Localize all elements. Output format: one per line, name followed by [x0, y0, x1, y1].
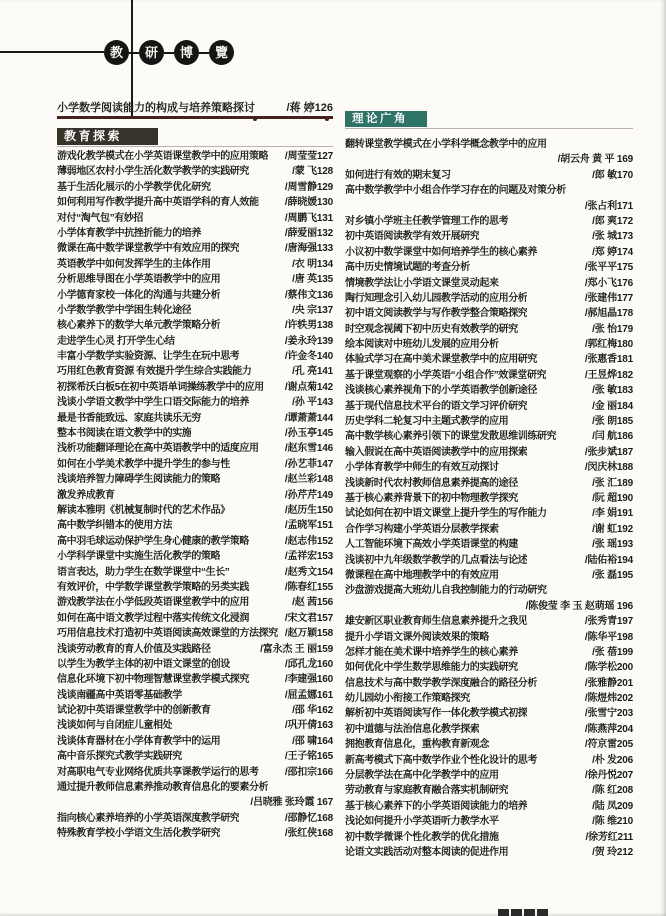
article-author-page: /张雅静201: [584, 677, 633, 689]
toc-entry: [345, 737, 633, 752]
section-header-education-exploration: 教育探索: [57, 128, 158, 145]
article-author-page: /张 汇189: [592, 477, 633, 489]
article-author-page: /屈孟娜161: [284, 689, 333, 701]
article-title: 语言表达，助力学生在数学课堂中“生长”: [57, 566, 230, 578]
article-author-page: /陈华平198: [584, 631, 633, 643]
article-author-page: /赵志伟152: [284, 535, 333, 547]
toc-entry: [57, 195, 333, 210]
article-title: 小学体育教学中抗挫折能力的培养: [57, 227, 201, 239]
article-author-page: /闫 航186: [592, 431, 633, 443]
article-author-page: /胡云舟 黄 平 169: [557, 154, 633, 166]
toc-entry: [57, 395, 333, 410]
stamp-connector: [164, 52, 174, 54]
article-author-page: /陈春红155: [284, 581, 333, 593]
article-title: 小学德育家校一体化的沟通与共建分析: [57, 289, 221, 301]
article-title: 如何在高中语文教学过程中落实传统文化浸润: [57, 612, 249, 624]
toc-entry: [345, 537, 633, 552]
article-title: 浅谈劳动教育的育人价值及实践路径: [57, 643, 211, 655]
article-title: 时空观念视阈下初中历史有效教学的研究: [345, 323, 518, 335]
toc-entry: [57, 703, 333, 718]
article-author-page: /郑小飞176: [584, 277, 633, 289]
toc-entry: [57, 180, 333, 195]
toc-entry: [57, 780, 333, 795]
section-rule: [345, 128, 633, 129]
article-author-page: /孔 亮141: [292, 366, 333, 378]
article-title: 最是书香能致远、家庭共读乐无穷: [57, 412, 201, 424]
article-author-page: /周鹏飞131: [284, 212, 333, 224]
article-title: 如何优化中学生数学思维能力的实践研究: [345, 662, 518, 674]
article-title: 游戏教学法在小学低段英语课堂教学中的应用: [57, 597, 249, 609]
article-title: 巧用信息技术打造初中英语阅读高效课堂的方法探究: [57, 628, 278, 640]
toc-entry: [345, 322, 633, 337]
article-author-page: /周雪静129: [284, 181, 333, 193]
stamp-character-circle: 覽: [209, 40, 234, 65]
toc-entry: [57, 334, 333, 349]
article-title: 人工智能环境下高效小学英语课堂的构建: [345, 539, 518, 551]
toc-entry: [345, 491, 633, 506]
stamp-character-circle: 研: [139, 40, 164, 65]
article-author-page: /张 蓓199: [592, 646, 633, 658]
article-author-page: /郝旭晶178: [584, 308, 633, 320]
article-title: 通过提升教师信息素养推动教育信息化的要素分析: [57, 782, 269, 794]
article-author-page: /张 城173: [592, 231, 633, 243]
article-title: 翻转课堂教学模式在小学科学概念教学中的应用: [345, 139, 547, 150]
article-author-page: /陆 凤209: [592, 800, 633, 812]
article-author-page: /徐丹悦207: [584, 770, 633, 782]
toc-entry: [345, 476, 633, 491]
article-title: 浅谈小学语文教学中学生口语交际能力的培养: [57, 397, 249, 409]
article-author-page: /央 宗137: [292, 304, 333, 316]
article-title: 小学数学教学中学困生转化途径: [57, 304, 192, 316]
article-author-page: /邵 华162: [292, 705, 333, 717]
article-author-page: /张 朗185: [592, 416, 633, 428]
toc-entry: [345, 799, 633, 814]
article-author-page: /陈 红208: [592, 785, 633, 797]
article-author-page: /王子铭165: [284, 751, 333, 763]
article-title: 拥抱教育信息化，重构教育新观念: [345, 739, 489, 751]
article-author-page: /许轶男138: [284, 320, 333, 332]
article-author-page: /张步斌187: [584, 446, 633, 458]
toc-entry: [345, 568, 633, 583]
toc-entry: [57, 549, 333, 564]
article-title: 合作学习构建小学英语分层教学探索: [345, 523, 499, 535]
article-author-page: /张 瑶193: [592, 539, 633, 551]
article-title: 如何进行有效的期末复习: [345, 169, 451, 181]
toc-entry: [57, 565, 333, 580]
toc-entry: [57, 441, 333, 456]
toc-entry: [345, 352, 633, 367]
toc-entry: [57, 380, 333, 395]
article-author-page: /闵庆林188: [584, 462, 633, 474]
toc-entry: [57, 657, 333, 672]
underline-dot: [253, 117, 257, 121]
article-author-page: /衣 明134: [292, 258, 333, 270]
toc-entry: [345, 768, 633, 783]
article-author-page: /张红侠168: [284, 828, 333, 840]
article-title: 基于生活化展示的小学教学优化研究: [57, 181, 211, 193]
toc-entry: [345, 506, 633, 521]
article-author-page: /邵静忆168: [284, 812, 333, 824]
toc-entry: [345, 276, 633, 291]
article-title: 浅析功能翻译理论在高中英语教学中的适度应用: [57, 443, 259, 455]
article-title: 试论初中英语课堂教学中的创新教育: [57, 705, 211, 717]
toc-entry: [345, 706, 633, 721]
article-title: 对付“淘气包”有妙招: [57, 212, 143, 224]
article-author-page: /唐海强133: [284, 243, 333, 255]
toc-entry: [345, 599, 633, 614]
toc-entry: [345, 429, 633, 444]
article-title: 初探希沃白板5在初中英语单词操练教学中的应用: [57, 381, 264, 393]
article-title: 情境教学法让小学语文课堂灵动起来: [345, 277, 499, 289]
toc-entry: [345, 845, 633, 860]
article-title: 怎样才能在美术课中培养学生的核心素养: [345, 646, 518, 658]
article-title: 初中道德与法治信息化教学探索: [345, 723, 480, 735]
article-author-page: /郭红梅180: [584, 339, 633, 351]
lead-article-row: [57, 99, 333, 115]
toc-entry: [345, 414, 633, 429]
toc-entry: [57, 734, 333, 749]
stamp-horizontal-rule: [0, 51, 104, 53]
article-author-page: /张秀青197: [584, 616, 633, 628]
article-title: 如何在小学美术教学中提升学生的参与性: [57, 458, 230, 470]
article-author-page: /张惠香181: [584, 354, 633, 366]
article-title: 浅谈如何与自闭症儿童相处: [57, 720, 173, 732]
article-title: 历史学科二轮复习中主题式教学的应用: [345, 416, 509, 428]
toc-entry: [57, 580, 333, 595]
toc-entry: [57, 257, 333, 272]
toc-entry: [345, 445, 633, 460]
article-author-page: /郎 敏170: [592, 169, 633, 181]
toc-entry: [57, 826, 333, 841]
article-author-page: /张平平175: [584, 262, 633, 274]
article-author-page: /郎 爽172: [592, 215, 633, 227]
toc-entry: [345, 199, 633, 214]
toc-entry: [345, 214, 633, 229]
article-title: 指向核心素养培养的小学英语深度教学研究: [57, 812, 240, 824]
article-author-page: /唐 英135: [292, 274, 333, 286]
article-title: 幼儿园幼小衔接工作策略探究: [345, 693, 470, 705]
article-title: 浅谈体育器材在小学体育教学中的运用: [57, 735, 221, 747]
article-title: 小学科学课堂中实施生活化教学的策略: [57, 551, 221, 563]
article-title: 基于核心素养下的小学英语阅读能力的培养: [345, 800, 528, 812]
lead-article-title: 小学数学阅读能力的构成与培养策略探讨: [57, 102, 255, 114]
toc-entry: [345, 168, 633, 183]
toc-entry: [345, 660, 633, 675]
underline-dot: [325, 117, 329, 121]
article-author-page: /蔡伟文136: [284, 289, 333, 301]
article-title: 新高考模式下高中数学作业个性化设计的思考: [345, 754, 537, 766]
stamp-character-circle: 教: [104, 40, 129, 65]
stamp-connector: [199, 52, 209, 54]
article-author-page: /蒙 飞128: [292, 166, 333, 178]
cutoff-print-fragment: [498, 909, 550, 916]
toc-entry: [57, 595, 333, 610]
article-title: 信息化环境下初中物理智慧课堂教学模式探究: [57, 674, 249, 686]
article-author-page: /陈燕萍204: [584, 723, 633, 735]
article-title: 小议初中数学课堂中如何培养学生的核心素养: [345, 246, 537, 258]
article-title: 基于核心素养背景下的初中物理教学探究: [345, 492, 518, 504]
article-title: 丰富小学数学实验资源、让学生在玩中思考: [57, 351, 240, 363]
article-author-page: /赵 茜156: [292, 597, 333, 609]
article-title: 高中数学教学中小组合作学习存在的问题及对策分析: [345, 185, 566, 197]
toc-entry: [345, 691, 633, 706]
toc-entry: [345, 229, 633, 244]
toc-entry: [57, 472, 333, 487]
article-title: 浅谈核心素养视角下的小学英语教学创新途径: [345, 385, 537, 397]
article-author-page: /郑 婷174: [592, 246, 633, 258]
article-author-page: /张 磊195: [592, 569, 633, 581]
toc-entry: [345, 368, 633, 383]
article-author-page: /周莹莹127: [284, 151, 333, 162]
article-title: 体验式学习在高中美术课堂教学中的应用研究: [345, 354, 537, 366]
article-author-page: /张建伟177: [584, 292, 633, 304]
article-title: 分析思维导图在小学英语教学中的应用: [57, 274, 221, 286]
article-title: 初中语文阅读教学与写作教学整合策略探究: [345, 308, 528, 320]
article-author-page: /赵东雪146: [284, 443, 333, 455]
article-author-page: /张雪宁203: [584, 708, 633, 720]
article-title: 解析初中英语阅读写作一体化教学模式初探: [345, 708, 528, 720]
article-title: 提升小学语文课外阅读效果的策略: [345, 631, 489, 643]
stamp-character-circle: 博: [174, 40, 199, 65]
toc-entry: [57, 518, 333, 533]
toc-entry: [57, 211, 333, 226]
article-author-page: /张 怡179: [592, 323, 633, 335]
article-title: 解读本雅明《机械复制时代的艺术作品》: [57, 504, 230, 516]
toc-entry: [57, 811, 333, 826]
article-title: 高中数学核心素养引领下的课堂发散思维训练研究: [345, 431, 557, 443]
toc-entry: [57, 765, 333, 780]
toc-entry: [345, 522, 633, 537]
article-title: 高中音乐探究式教学实践研究: [57, 751, 182, 763]
article-title: 论语文实践活动对整本阅读的促进作用: [345, 846, 509, 858]
toc-entry: [57, 288, 333, 303]
article-author-page: /孙玉亭145: [284, 428, 333, 440]
article-author-page: /薛爱丽132: [284, 227, 333, 239]
article-title: 劳动教育与家庭教育融合落实机制研究: [345, 785, 509, 797]
article-author-page: /薛晓媛130: [284, 197, 333, 209]
article-title: 英语教学中如何发挥学生的主体作用: [57, 258, 211, 270]
section-rule: [57, 146, 333, 147]
toc-entry: [57, 457, 333, 472]
article-author-page: /孙艺菲147: [284, 458, 333, 470]
toc-entry: [57, 364, 333, 379]
toc-entry: [57, 164, 333, 179]
toc-entry: [57, 226, 333, 241]
article-author-page: /张 敏183: [592, 385, 633, 397]
toc-entry: [345, 814, 633, 829]
article-title: 沙盘游戏提高大班幼儿自我控制能力的行动研究: [345, 585, 547, 597]
article-title: 雄安新区职业教育师生信息素养提升之我见: [345, 616, 528, 628]
article-author-page: /符京雷205: [584, 739, 633, 751]
toc-entry: [57, 503, 333, 518]
article-author-page: /姜永玲139: [284, 335, 333, 347]
article-title: 试论如何在初中语文课堂上提升学生的写作能力: [345, 508, 547, 520]
article-author-page: /谭萧萧144: [284, 412, 333, 424]
article-author-page: /富永杰 王 丽159: [260, 643, 333, 655]
article-title: 微课在高中数学课堂教学中有效应用的探究: [57, 243, 240, 255]
article-title: 薄弱地区农村小学生活化数学教学的实践研究: [57, 166, 249, 178]
article-author-page: /李建强160: [284, 674, 333, 686]
article-title: 初中英语阅读教学有效开展研究: [345, 231, 480, 243]
article-author-page: /陈 维210: [592, 816, 633, 828]
toc-entry: [345, 183, 633, 198]
article-title: 微课程在高中地理教学中的有效应用: [345, 569, 499, 581]
toc-entry: [57, 672, 333, 687]
article-title: 浅谈新时代农村教师信息素养提高的途径: [345, 477, 518, 489]
article-title: 整本书阅读在语文教学中的实施: [57, 428, 192, 440]
toc-entry: [57, 303, 333, 318]
article-title: 绘本阅读对中班幼儿发展的应用分析: [345, 339, 499, 351]
article-title: 核心素养下的数学大单元教学策略分析: [57, 320, 221, 332]
toc-entry: [345, 399, 633, 414]
toc-entry: [57, 426, 333, 441]
toc-entry: [57, 411, 333, 426]
toc-entry: [57, 611, 333, 626]
article-author-page: /孟祥宏153: [284, 551, 333, 563]
article-author-page: /王昱烨182: [584, 369, 633, 381]
toc-entry: [57, 626, 333, 641]
article-title: 基于课堂观察的小学英语“小组合作”效课堂研究: [345, 369, 547, 381]
article-title: 激发养成教育: [57, 489, 115, 501]
article-title: 浅论如何提升小学英语听力教学水平: [345, 816, 499, 828]
header-underline: [57, 116, 333, 119]
article-author-page: /张占利171: [584, 200, 633, 212]
toc-entry: [57, 718, 333, 733]
toc-list-left: [57, 149, 333, 842]
toc-entry: [57, 688, 333, 703]
toc-entry: [57, 795, 333, 810]
article-author-page: /陈煜炜202: [584, 693, 633, 705]
article-title: 巧用红色教育资源 有效提升学生综合实践能力: [57, 366, 252, 378]
article-title: 分层教学法在高中化学教学中的应用: [345, 770, 499, 782]
toc-entry: [345, 337, 633, 352]
toc-entry: [345, 753, 633, 768]
toc-entry: [57, 149, 333, 164]
toc-entry: [345, 583, 633, 598]
article-author-page: /谢点菊142: [284, 381, 333, 393]
toc-entry: [345, 645, 633, 660]
toc-list-right: [345, 137, 633, 860]
article-title: 信息技术与高中数学教学深度融合的路径分析: [345, 677, 537, 689]
article-author-page: /徐芳红211: [585, 831, 633, 843]
toc-entry: [345, 460, 633, 475]
toc-entry: [57, 241, 333, 256]
toc-entry: [57, 534, 333, 549]
article-author-page: /谢 虹192: [592, 523, 633, 535]
toc-entry: [57, 488, 333, 503]
toc-entry: [345, 722, 633, 737]
article-title: 浅谈南疆高中英语零基础教学: [57, 689, 182, 701]
article-title: 高中羽毛球运动保护学生身心健康的教学策略: [57, 535, 249, 547]
article-title: 浅谈培养智力障碍学生阅读能力的策略: [57, 474, 221, 486]
toc-entry: [345, 553, 633, 568]
journal-seal-stamp: [104, 40, 234, 65]
toc-entry: [345, 783, 633, 798]
toc-entry: [57, 318, 333, 333]
toc-entry: [345, 614, 633, 629]
lead-article-author-page: /蒋 婷126: [286, 102, 333, 114]
article-author-page: /贺 玲212: [592, 846, 633, 858]
toc-entry: [57, 642, 333, 657]
article-author-page: /孙芹芹149: [284, 489, 333, 501]
toc-entry: [345, 383, 633, 398]
article-author-page: /金 丽184: [592, 400, 633, 412]
article-author-page: /李 娟191: [592, 508, 633, 520]
toc-entry: [345, 630, 633, 645]
toc-entry: [345, 306, 633, 321]
article-title: 输入假说在高中英语阅读教学中的应用探索: [345, 446, 528, 458]
article-title: 浅谈初中九年级数学教学的几点看法与论述: [345, 554, 528, 566]
toc-entry: [57, 349, 333, 364]
toc-entry: [345, 245, 633, 260]
article-author-page: /邵扣宗166: [284, 766, 333, 778]
toc-entry: [345, 291, 633, 306]
section-header-theory-wide-angle: 理论广角: [345, 111, 427, 127]
article-title: 游戏化教学模式在小学英语课堂教学中的应用策略: [57, 151, 269, 162]
toc-entry: [57, 749, 333, 764]
article-title: 初中数学微课个性化教学的优化措施: [345, 831, 499, 843]
toc-entry: [345, 830, 633, 845]
article-author-page: /邱孔龙160: [284, 658, 333, 670]
article-author-page: /阮 超190: [592, 492, 633, 504]
article-title: 高中历史情境试题的考查分析: [345, 262, 470, 274]
article-title: 高中数学纠错本的使用方法: [57, 520, 173, 532]
article-title: 基于现代信息技术平台的语文学习评价研究: [345, 400, 528, 412]
article-author-page: /巩开倩163: [284, 720, 333, 732]
article-author-page: /邵 啸164: [292, 735, 333, 747]
toc-entry: [345, 152, 633, 167]
article-author-page: /陈学松200: [584, 662, 633, 674]
article-title: 对乡镇小学班主任教学管理工作的思考: [345, 215, 509, 227]
article-author-page: /孟晓军151: [284, 520, 333, 532]
article-author-page: /陈俊莹 李 玉 赵萌瑶 196: [525, 600, 633, 612]
article-title: 有效评价，中学数学课堂教学策略的另类实践: [57, 581, 249, 593]
toc-entry: [57, 272, 333, 287]
article-author-page: /孙 平143: [292, 397, 333, 409]
article-title: 小学体育教学中师生的有效互动探讨: [345, 462, 499, 474]
article-title: 走进学生心灵 打开学生心结: [57, 335, 175, 347]
stamp-connector: [129, 52, 139, 54]
article-author-page: /许金冬140: [284, 351, 333, 363]
toc-entry: [345, 676, 633, 691]
article-title: 对高职电气专业网络优质共享课教学运行的思考: [57, 766, 259, 778]
article-author-page: /陆佑裕194: [584, 554, 633, 566]
article-author-page: /朴 发206: [592, 754, 633, 766]
article-author-page: /赵兰彩148: [284, 474, 333, 486]
article-title: 特殊教育学校小学语文生活化教学研究: [57, 828, 221, 840]
toc-entry: [345, 260, 633, 275]
article-author-page: /赵秀文154: [284, 566, 333, 578]
article-title: 陶行知理念引入幼儿园教学活动的应用分析: [345, 292, 528, 304]
article-title: 如何利用写作教学提升高中英语学科的育人效能: [57, 197, 259, 209]
article-author-page: /赵历生150: [284, 504, 333, 516]
article-author-page: /赵万颖158: [284, 628, 333, 640]
article-author-page: /宋文君157: [284, 612, 333, 624]
article-title: 以学生为教学主体的初中语文课堂的创设: [57, 658, 230, 670]
toc-entry: [345, 137, 633, 152]
article-author-page: /吕晓雅 张玲霞 167: [250, 797, 333, 809]
